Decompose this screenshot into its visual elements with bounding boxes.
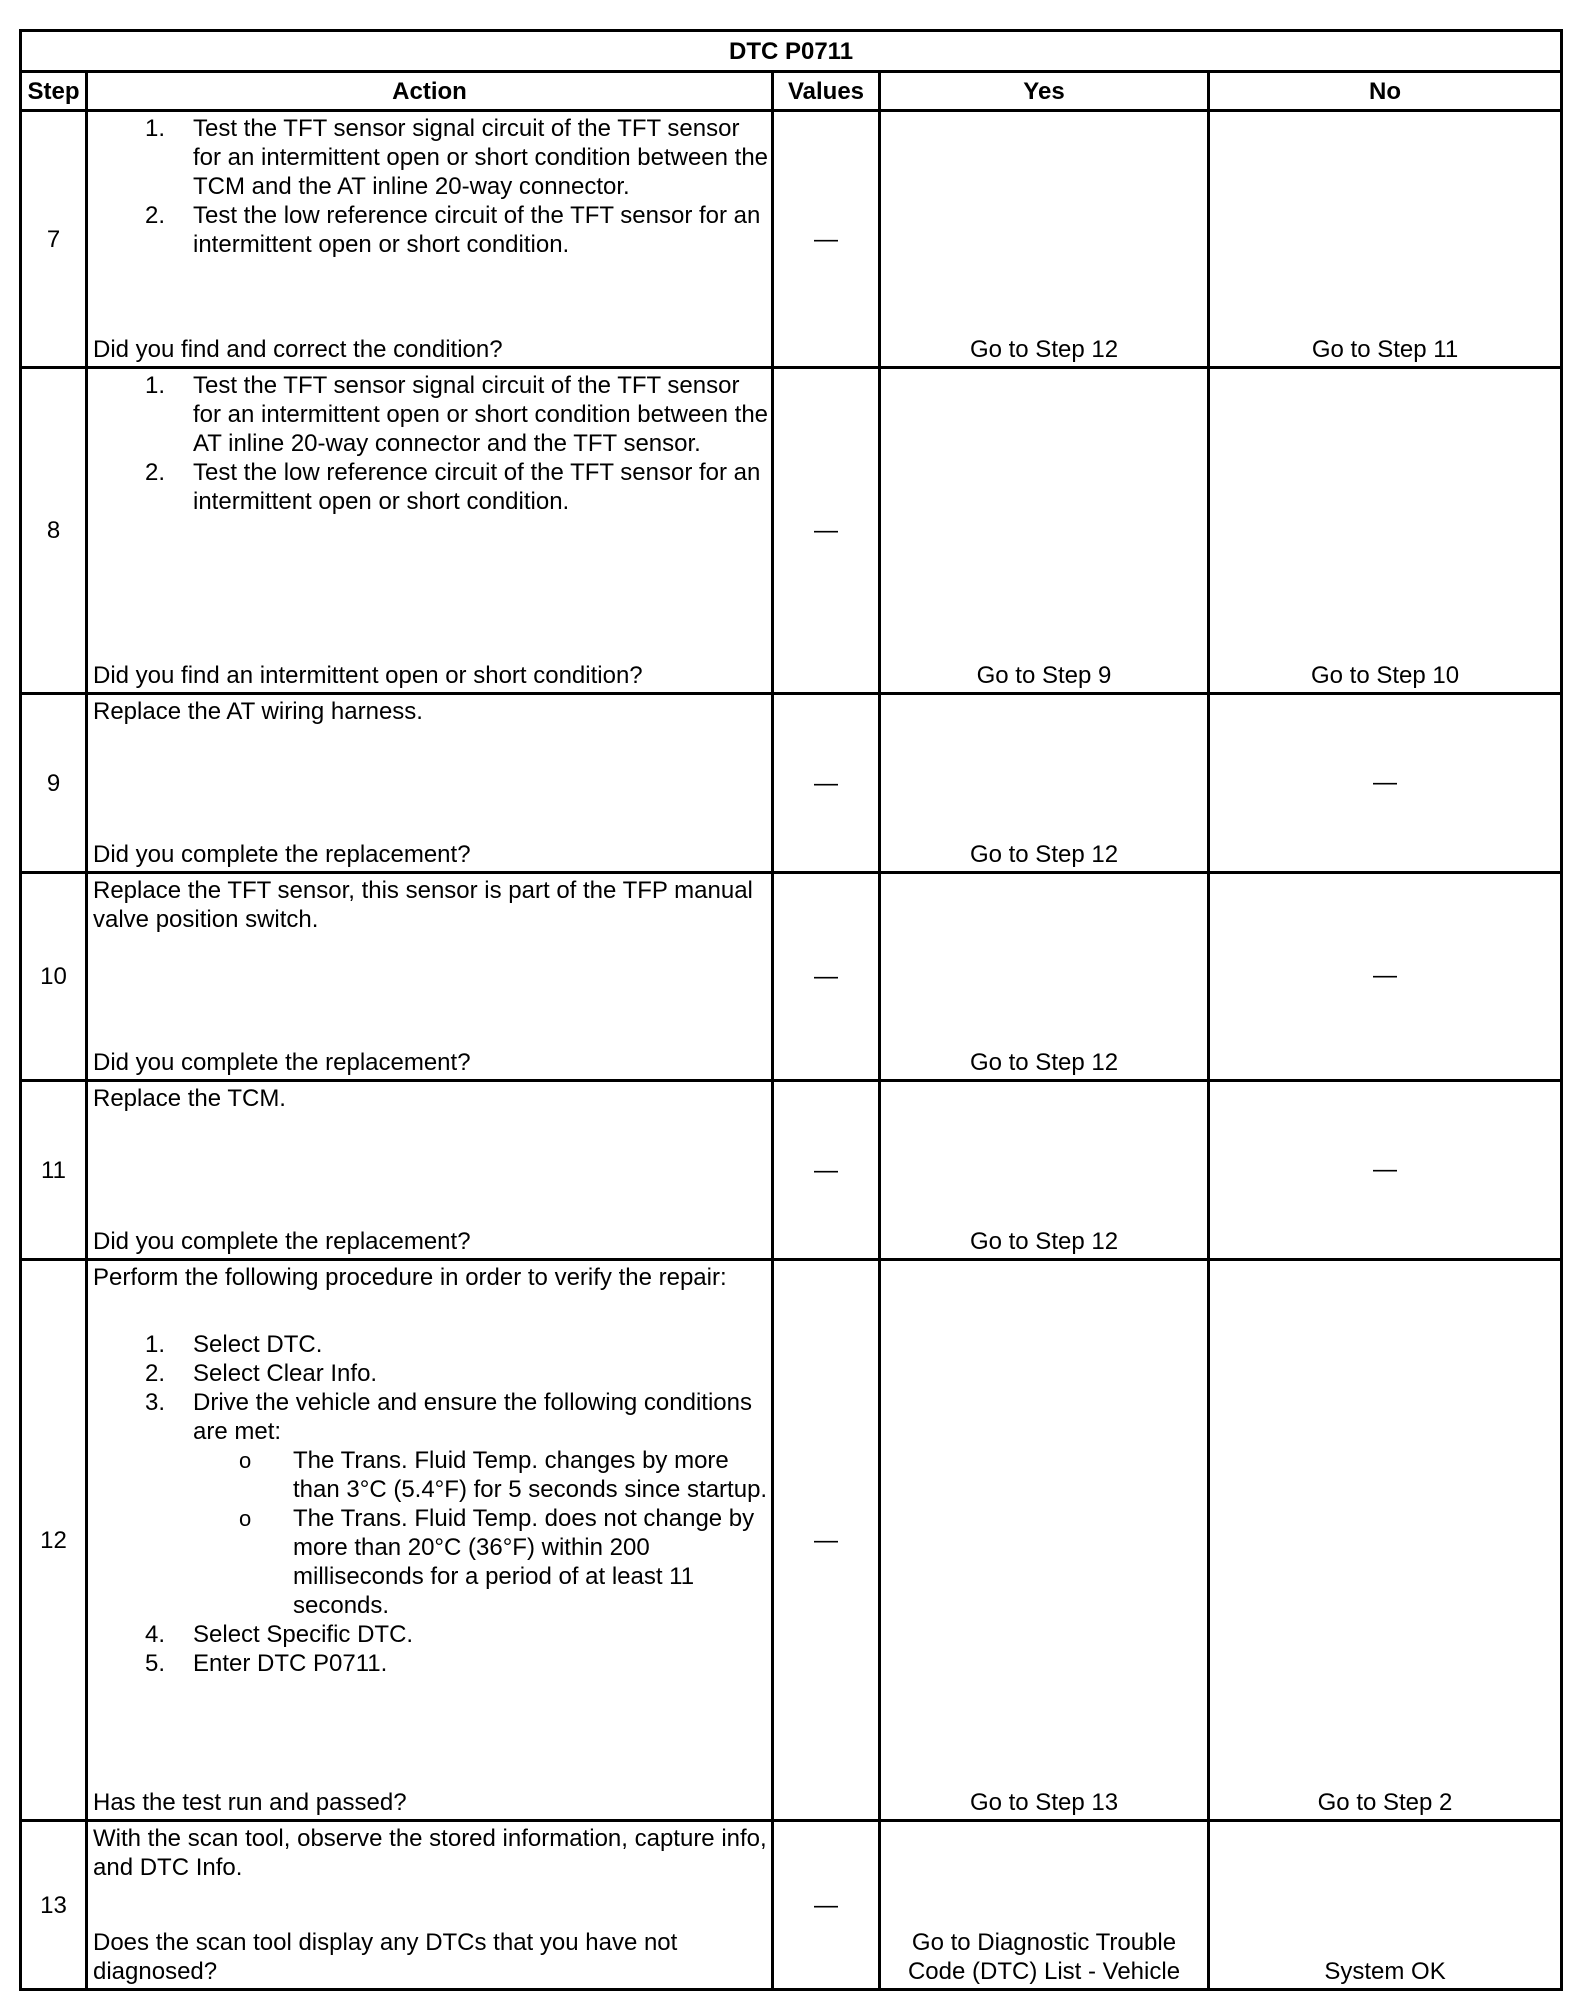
action-question: Has the test run and passed? — [93, 1789, 407, 1816]
list-item: 1. Select DTC. — [145, 1331, 323, 1358]
values-cell: — — [773, 1821, 880, 1990]
action-steps — [93, 1330, 769, 1678]
action-question: Did you complete the replacement? — [93, 841, 471, 868]
yes-cell: Go to Step 12 — [880, 694, 1209, 873]
action-steps — [93, 114, 769, 259]
yes-cell: Go to Diagnostic Trouble Code (DTC) List - Vehicle — [880, 1821, 1209, 1990]
action-question: Did you complete the replacement? — [93, 1228, 471, 1255]
list-item: o The Trans. Fluid Temp. changes by more than 3°C (5.4°F) for 5 seconds since startup. — [239, 1447, 768, 1503]
action-text: Replace the TFT sensor, this sensor is part of the TFP manual valve position switch. — [93, 877, 753, 933]
no-cell: Go to Step 2 — [1209, 1260, 1562, 1821]
list-item: 2. Select Clear Info. — [145, 1360, 378, 1387]
yes-cell: Go to Step 13 — [880, 1260, 1209, 1821]
action-cell — [87, 368, 773, 694]
action-intro: Perform the following procedure in order to verify the repair: — [93, 1264, 727, 1291]
values-cell: — — [773, 111, 880, 368]
values-cell: — — [773, 1260, 880, 1821]
header-step: Step — [21, 72, 87, 111]
action-steps — [93, 371, 769, 516]
action-cell — [87, 1260, 773, 1821]
action-question: Did you find an intermittent open or short condition? — [93, 662, 643, 689]
no-cell: — — [1209, 694, 1562, 873]
values-cell: — — [773, 1081, 880, 1260]
yes-cell: Go to Step 12 — [880, 873, 1209, 1081]
bullet-icon: o — [239, 1448, 252, 1473]
yes-cell: Go to Step 12 — [880, 1081, 1209, 1260]
no-cell: System OK — [1209, 1821, 1562, 1990]
sub-conditions — [193, 1446, 769, 1620]
action-text: Replace the TCM. — [93, 1085, 286, 1112]
action-cell — [87, 694, 773, 873]
action-text: Replace the AT wiring harness. — [93, 698, 423, 725]
list-item: 1. Test the TFT sensor signal circuit of the TFT sensor for an intermittent open or short condition between the TCM and the AT inline 20-way connector. — [145, 115, 769, 200]
list-item: 3. Drive the vehicle and ensure the following conditions are met: o The Trans. Fluid Temp. changes by more than 3°C (5.4°F) for 5 seconds since startup. o The Trans. Fluid Temp. does not change by more than 20°C (36°F) within 200 milliseconds for a period of at least 11 seconds. — [93, 1388, 769, 1620]
action-cell — [87, 111, 773, 368]
no-cell: Go to Step 10 — [1209, 368, 1562, 694]
table-row — [21, 1821, 1562, 1990]
list-item: 2. Test the low reference circuit of the TFT sensor for an intermittent open or short condition. — [145, 202, 761, 258]
table-title: DTC P0711 — [21, 31, 1562, 72]
no-cell: Go to Step 11 — [1209, 111, 1562, 368]
step-number: 13 — [21, 1821, 87, 1990]
header-yes: Yes — [880, 72, 1209, 111]
action-text: With the scan tool, observe the stored information, capture info, and DTC Info. — [93, 1825, 767, 1881]
action-cell — [87, 1081, 773, 1260]
step-number: 7 — [21, 111, 87, 368]
list-item: 2. Test the low reference circuit of the TFT sensor for an intermittent open or short condition. — [145, 459, 761, 515]
table-row — [21, 873, 1562, 1081]
step-number: 10 — [21, 873, 87, 1081]
table-row — [21, 1260, 1562, 1821]
action-question: Did you complete the replacement? — [93, 1049, 471, 1076]
list-item: 4. Select Specific DTC. — [145, 1621, 414, 1648]
values-cell: — — [773, 873, 880, 1081]
header-row — [21, 72, 1562, 111]
list-item: o The Trans. Fluid Temp. does not change by more than 20°C (36°F) within 200 milliseconds for a period of at least 11 seconds. — [239, 1505, 755, 1619]
action-cell — [87, 1821, 773, 1990]
list-item: 5. Enter DTC P0711. — [145, 1650, 388, 1677]
bullet-icon: o — [239, 1506, 252, 1531]
yes-cell: Go to Step 9 — [880, 368, 1209, 694]
action-question: Does the scan tool display any DTCs that you have not diagnosed? — [93, 1929, 678, 1985]
header-values: Values — [773, 72, 880, 111]
step-number: 12 — [21, 1260, 87, 1821]
no-cell: — — [1209, 1081, 1562, 1260]
values-cell: — — [773, 368, 880, 694]
dtc-table — [19, 29, 1563, 1991]
step-number: 9 — [21, 694, 87, 873]
step-number: 11 — [21, 1081, 87, 1260]
no-cell: — — [1209, 873, 1562, 1081]
header-action: Action — [87, 72, 773, 111]
table-row — [21, 368, 1562, 694]
table-row — [21, 694, 1562, 873]
yes-cell: Go to Step 12 — [880, 111, 1209, 368]
header-no: No — [1209, 72, 1562, 111]
step-number: 8 — [21, 368, 87, 694]
table-row — [21, 111, 1562, 368]
values-cell: — — [773, 694, 880, 873]
list-item: 1. Test the TFT sensor signal circuit of the TFT sensor for an intermittent open or short condition between the AT inline 20-way connector and the TFT sensor. — [145, 372, 769, 457]
action-cell — [87, 873, 773, 1081]
table-row — [21, 1081, 1562, 1260]
action-question: Did you find and correct the condition? — [93, 336, 503, 363]
